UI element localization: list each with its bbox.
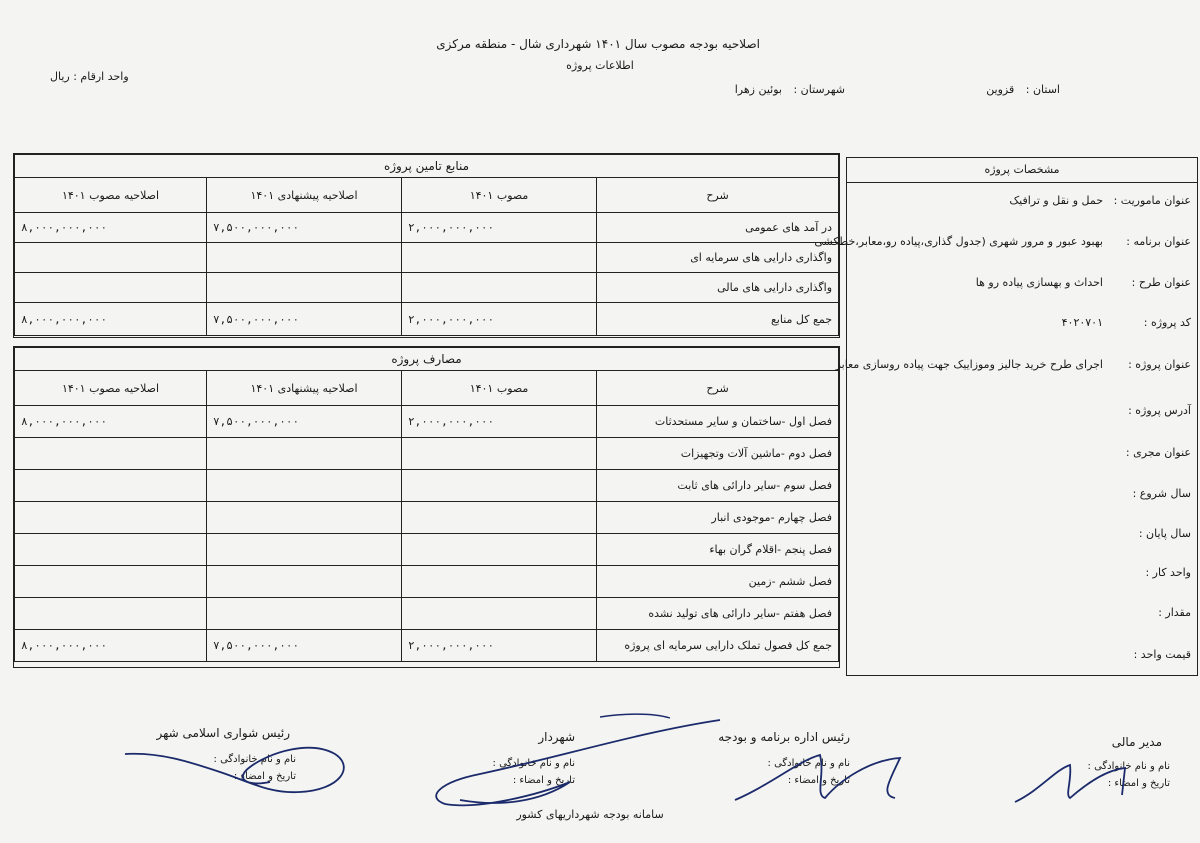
table-row <box>15 438 839 470</box>
signature-date-line: تاریخ و امضاء : <box>1107 778 1170 789</box>
spec-row-plan <box>851 276 1191 289</box>
sources-title: منابع تامین پروژه <box>15 155 839 178</box>
signature-name-line: نام و نام خانوادگی : <box>492 758 575 769</box>
proposed-cell: ۷,۵۰۰,۰۰۰,۰۰۰ <box>207 213 402 243</box>
proposed-cell: ۷,۵۰۰,۰۰۰,۰۰۰ <box>207 303 402 336</box>
unit-label: واحد ارقام : ریال <box>50 70 129 83</box>
spec-row-code <box>851 316 1191 329</box>
spec-row-executor <box>851 446 1191 459</box>
amended-cell <box>15 534 207 566</box>
spec-key: قیمت واحد : <box>1133 648 1191 661</box>
amended-cell <box>15 470 207 502</box>
table-row-total <box>15 630 839 662</box>
spec-key: عنوان برنامه : <box>1126 235 1191 248</box>
spec-key: سال پایان : <box>1138 527 1191 540</box>
signature-name-line: نام و نام خانوادگی : <box>1087 761 1170 772</box>
signature-role: مدیر مالی <box>1111 735 1162 749</box>
approved-cell <box>402 243 597 273</box>
col-header-approved: مصوب ۱۴۰۱ <box>402 371 597 406</box>
amended-cell <box>15 566 207 598</box>
spec-row-mission <box>851 194 1191 207</box>
project-spec-panel <box>814 157 1198 676</box>
amended-cell <box>15 243 207 273</box>
province-value: قزوین <box>986 83 1015 96</box>
proposed-cell <box>207 566 402 598</box>
proposed-cell <box>207 243 402 273</box>
approved-cell <box>402 566 597 598</box>
amended-cell <box>15 502 207 534</box>
spec-value: بهبود عبور و مرور شهری (جدول گذاری،پیاده رو،معابر،خطکشی <box>814 235 1103 248</box>
table-row <box>15 598 839 630</box>
table-row <box>15 243 839 273</box>
row-label: در آمد های عمومی <box>597 213 839 243</box>
signature-date-line: تاریخ و امضاء : <box>787 775 850 786</box>
footer-system-name: سامانه بودجه شهرداریهای کشور <box>516 808 664 821</box>
signature-date-line: تاریخ و امضاء : <box>512 775 575 786</box>
city-field <box>700 83 845 96</box>
amended-cell <box>15 273 207 303</box>
col-header-description: شرح <box>597 371 839 406</box>
approved-cell: ۲,۰۰۰,۰۰۰,۰۰۰ <box>402 630 597 662</box>
approved-cell <box>402 502 597 534</box>
proposed-cell <box>207 598 402 630</box>
spec-key: عنوان مجری : <box>1125 446 1191 459</box>
document-title: اصلاحیه بودجه مصوب سال ۱۴۰۱ شهرداری شال - منطقه مرکزی <box>436 37 760 51</box>
col-header-proposed: اصلاحیه پیشنهادی ۱۴۰۱ <box>207 371 402 406</box>
col-header-description: شرح <box>597 178 839 213</box>
sources-table <box>14 154 839 336</box>
proposed-cell <box>207 470 402 502</box>
province-label: استان : <box>1025 83 1060 96</box>
signature-name-line: نام و نام خانوادگی : <box>767 758 850 769</box>
proposed-cell: ۷,۵۰۰,۰۰۰,۰۰۰ <box>207 630 402 662</box>
city-label: شهرستان : <box>793 83 845 96</box>
spec-key: آدرس پروژه : <box>1128 404 1191 417</box>
amended-cell: ۸,۰۰۰,۰۰۰,۰۰۰ <box>15 406 207 438</box>
approved-cell <box>402 534 597 566</box>
spec-row-unit <box>851 566 1191 579</box>
spec-row-end-year <box>851 527 1191 540</box>
approved-cell: ۲,۰۰۰,۰۰۰,۰۰۰ <box>402 213 597 243</box>
spec-key: کد پروژه : <box>1143 316 1191 329</box>
table-row <box>15 566 839 598</box>
amended-cell <box>15 598 207 630</box>
approved-cell: ۲,۰۰۰,۰۰۰,۰۰۰ <box>402 303 597 336</box>
signature-role: رئیس اداره برنامه و بودجه <box>718 730 850 744</box>
table-row <box>15 470 839 502</box>
spec-key: عنوان پروژه : <box>1128 358 1191 371</box>
handwritten-signature-3 <box>420 712 730 812</box>
spec-value: ۴۰۲۰۷۰۱ <box>1061 316 1103 329</box>
spec-value: حمل و نقل و ترافیک <box>1009 194 1103 207</box>
proposed-cell <box>207 534 402 566</box>
table-row <box>15 273 839 303</box>
proposed-cell: ۷,۵۰۰,۰۰۰,۰۰۰ <box>207 406 402 438</box>
table-row <box>15 502 839 534</box>
signature-role: شهردار <box>538 730 575 744</box>
signature-date-line: تاریخ و امضاء : <box>233 771 296 782</box>
row-label: فصل دوم -ماشین آلات وتجهیزات <box>597 438 839 470</box>
proposed-cell <box>207 273 402 303</box>
row-label: فصل چهارم -موجودی انبار <box>597 502 839 534</box>
table-row <box>15 534 839 566</box>
signature-role: رئیس شوارى اسلامى شهر <box>156 726 290 740</box>
table-row <box>15 213 839 243</box>
spec-row-project <box>835 358 1191 371</box>
row-label: فصل پنجم -اقلام گران بهاء <box>597 534 839 566</box>
col-header-proposed: اصلاحیه پیشنهادی ۱۴۰۱ <box>207 178 402 213</box>
approved-cell <box>402 470 597 502</box>
spec-key: سال شروع : <box>1132 487 1191 500</box>
approved-cell <box>402 273 597 303</box>
spec-row-quantity <box>851 606 1191 619</box>
spec-value: اجرای طرح خرید جالیز وموزاییک جهت پیاده روسازی معابر <box>835 358 1103 371</box>
table-row-total <box>15 303 839 336</box>
row-label: فصل سوم -سایر دارائی های ثابت <box>597 470 839 502</box>
col-header-approved: مصوب ۱۴۰۱ <box>402 178 597 213</box>
document-subtitle: اطلاعات پروژه <box>566 59 634 72</box>
signature-name-line: نام و نام خانوادگی : <box>213 754 296 765</box>
amended-cell <box>15 438 207 470</box>
col-header-amended: اصلاحیه مصوب ۱۴۰۱ <box>15 371 207 406</box>
spec-row-start-year <box>851 487 1191 500</box>
row-label: فصل ششم -زمین <box>597 566 839 598</box>
province-field <box>975 83 1060 96</box>
row-label: جمع کل فصول تملک دارایی سرمایه ای پروژه <box>597 630 839 662</box>
spec-row-program <box>814 235 1191 248</box>
amended-cell: ۸,۰۰۰,۰۰۰,۰۰۰ <box>15 303 207 336</box>
expenses-table <box>14 347 839 662</box>
spec-key: واحد کار : <box>1145 566 1191 579</box>
handwritten-signature-1 <box>1010 750 1140 810</box>
expenses-title: مصارف پروژه <box>15 348 839 371</box>
spec-key: عنوان ماموریت : <box>1113 194 1191 207</box>
spec-row-unit-price <box>851 648 1191 661</box>
city-value: بوئین زهرا <box>734 83 782 96</box>
approved-cell: ۲,۰۰۰,۰۰۰,۰۰۰ <box>402 406 597 438</box>
project-spec-title: مشخصات پروژه <box>847 158 1197 183</box>
spec-value: احداث و بهسازی پیاده رو ها <box>975 276 1103 289</box>
amended-cell: ۸,۰۰۰,۰۰۰,۰۰۰ <box>15 630 207 662</box>
row-label: جمع کل منابع <box>597 303 839 336</box>
col-header-amended: اصلاحیه مصوب ۱۴۰۱ <box>15 178 207 213</box>
amended-cell: ۸,۰۰۰,۰۰۰,۰۰۰ <box>15 213 207 243</box>
spec-key: عنوان طرح : <box>1131 276 1191 289</box>
proposed-cell <box>207 502 402 534</box>
handwritten-signature-2 <box>730 740 930 810</box>
proposed-cell <box>207 438 402 470</box>
row-label: واگذاری دارایی های سرمایه ای <box>597 243 839 273</box>
handwritten-signature-4 <box>120 732 360 802</box>
row-label: فصل اول -ساختمان و سایر مستحدثات <box>597 406 839 438</box>
row-label: واگذاری دارایی های مالی <box>597 273 839 303</box>
spec-key: مقدار : <box>1158 606 1191 619</box>
table-row <box>15 406 839 438</box>
approved-cell <box>402 438 597 470</box>
approved-cell <box>402 598 597 630</box>
spec-row-address <box>851 404 1191 417</box>
row-label: فصل هفتم -سایر دارائی های تولید نشده <box>597 598 839 630</box>
